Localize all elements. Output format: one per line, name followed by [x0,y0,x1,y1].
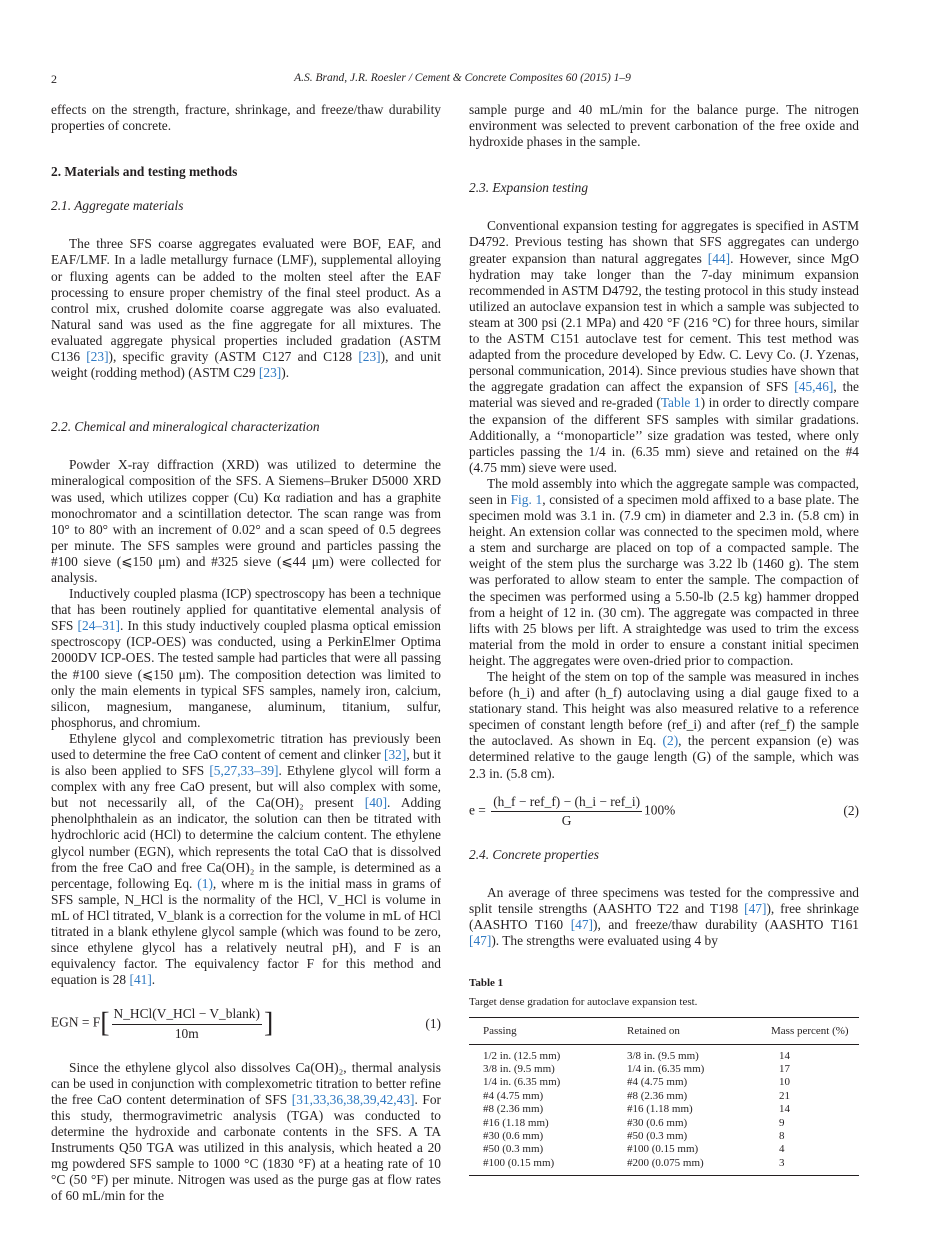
subsection-heading-aggregate: 2.1. Aggregate materials [51,198,184,214]
column-header-mass-percent: Mass percent (%) [757,1017,859,1044]
cell-mass-percent: 3 [757,1157,859,1176]
citation-link[interactable]: [32] [384,747,407,762]
citation-link[interactable]: [31,33,36,38,39,42,43] [291,1091,415,1107]
gradation-table [469,1017,859,1177]
table-row [469,1063,859,1076]
subsection-heading-concrete: 2.4. Concrete properties [469,846,599,862]
subsection-heading-expansion: 2.3. Expansion testing [469,180,589,196]
table-row [469,1044,859,1063]
cell-passing: #16 (1.18 mm) [483,1116,549,1129]
figure-link[interactable]: Fig. 1 [510,491,543,507]
paragraph-xrd: Powder X-ray diffraction (XRD) was utilized to determine the mineralogical composition of the SFS. A Siemens–Bruker D5000 XRD was used, which utilizes copper (Cu) Kα radiation and has a graphite monochromator and a scintillation detector. The scan range was from 10° to 80° with an increment of 0.02° and a scan speed of 0.5 degrees per minute. The SFS samples were ground and particles passing the #100 sieve (⩽150 μm) and #325 sieve (⩽44 μm) were collected for analysis. [51,457,441,585]
cell-mass-percent: 14 [779,1049,790,1062]
equation-lhs: EGN = F [51,1015,101,1031]
paragraph-concrete: An average of three specimens was tested for the compressive and split tensile strengths (AASHTO T22 and T198 [47]), free shrinkage (AASHTO T160 [47]), and freeze/thaw durability (AASHTO T161 [47]). The strengths were evaluated using 4 by [469,884,860,949]
equation-link[interactable]: (2) [662,733,679,749]
bracket-close: ] [263,1008,274,1039]
citation-link[interactable]: [47] [744,901,767,917]
cell-retained: #200 (0.075 mm) [613,1157,757,1176]
equation-number: (2) [843,803,859,819]
cell-passing: #30 (0.6 mm) [483,1130,544,1143]
equation-denominator: G [561,812,572,828]
table-row [469,1157,859,1176]
column-header-retained: Retained on [613,1017,757,1044]
cell-retained: 1/4 in. (6.35 mm) [627,1063,705,1075]
cell-mass-percent: 21 [779,1089,790,1102]
cell-passing: #4 (4.75 mm) [483,1089,544,1102]
equation-numerator: (h_f − ref_f) − (h_i − ref_i) [491,794,642,812]
cell-mass-percent: 10 [779,1076,790,1089]
cell-mass-percent: 14 [779,1103,790,1116]
left-column [51,102,441,1204]
table-row [469,1117,859,1130]
cell-retained: #8 (2.36 mm) [627,1089,688,1102]
table-row [469,1143,859,1156]
cell-passing: 3/8 in. (9.5 mm) [483,1063,555,1075]
paragraph-continued: sample purge and 40 mL/min for the balance purge. The nitrogen environment was selected to prevent carbonation of the free oxide and hydroxide phases in the sample. [469,102,859,150]
paragraph-height: The height of the stem on top of the sample was measured in inches before (h_i) and after (h_f) autoclaving using a dial gauge fixed to a stationary stand. This height was also measured relative to a reference specimen of constant length before (ref_i) and after (ref_f) the sample the autoclaved. As shown in Eq. (2), the percent expansion (e) was determined relative to the gauge length (G) of the sample, which was 2.3 in. (5.8 cm). [469,669,859,781]
paragraph-expansion: Conventional expansion testing for aggregates is specified in ASTM D4792. Previous testing has shown that SFS aggregates can undergo greater expansion than natural aggregates [44]. However, since MgO hydration may take longer than the 7-day minimum expansion recommended in ASTM D4792, the testing protocol in this study instead utilized an autoclave expansion test in which a sample was subjected to steam at 300 psi (2.1 MPa) and 420 °F (216 °C) for three hours, similar to the ASTM C151 autoclave test for cement. This test method was adapted from the procedure developed by Edw. C. Levy Co. (J. Yzenas, personal communication, 2014). Since previous studies have shown that the aggregate gradation can affect the expansion of SFS [45,46], the material was sieved and re-graded (Table 1) in order to directly compare the expansion of the different SFS samples with similar gradations. Additionally, a ‘‘monoparticle’’ size gradation was tested, where only particles passing the 1/4 in. (6.35 mm) sieve and retained on the #4 (4.75 mm) sieve were used. [469,218,859,475]
citation-link[interactable]: [24–31] [77,618,120,634]
citation-link[interactable]: [47] [469,933,492,949]
table-header-row [469,1017,859,1044]
equation-link[interactable]: (1) [197,875,213,891]
cell-mass-percent: 8 [779,1130,785,1143]
page-number: 2 [51,72,57,86]
cell-retained: #16 (1.18 mm) [627,1103,693,1116]
citation-link[interactable]: [23] [86,349,109,365]
equation-lhs: e = [469,802,486,818]
cell-passing: #100 (0.15 mm) [469,1157,613,1176]
table-link[interactable]: Table 1 [660,395,701,411]
paragraph-ethylene-glycol: Ethylene glycol and complexometric titration has previously been used to determine the free CaO content of cement and clinker [32], but it is also been applied to SFS [5,27,33–39]. Ethylene glycol will form a complex with any free CaO present, but will also complex with some, but not necessarily all, of the Ca(OH)₂ present [40]. Adding phenolphthalein as an indicator, the solution can then be titrated with hydrochloric acid (HCl) to determine the calcium content. The ethylene glycol number (EGN), which represents the total CaO that is dissolved from the free CaO and free Ca(OH)₂ in the sample, is determined as a percentage, following Eq. (1), where m is the initial mass in grams of SFS sample, N_HCl is the normality of the HCl, V_HCl is volume in mL of HCl titrated, V_blank is a correction for the volume in mL of HCl titrated in a blank ethylene glycol sample (which was found to be zero, since ethylene glycol has a relatively neutral pH), and F is an equivalency factor. The equivalency factor F for this method and equation is 28 [41]. [51,730,442,988]
citation-link[interactable]: [47] [570,917,593,933]
paragraph-tga: Since the ethylene glycol also dissolves Ca(OH)₂, thermal analysis can be used in conjunction with complexometric titration to better refine the free CaO content determination of SFS [31,33,36,38,39,42,43]. For this study, thermogravimetric analysis (TGA) was conducted to determine the hydroxide and carbonate contents in the SFS. A TA Instruments Q50 TGA was utilized in this analysis, which heated a 20 mg powdered SFS sample to 1000 °C (1830 °F) at a heating rate of 10 °C (50 °F) per minute. Nitrogen was used as the purge gas at flow rates of 60 mL/min for the [51,1059,441,1204]
cell-passing: 1/4 in. (6.35 mm) [483,1076,561,1089]
table-row [469,1103,859,1116]
equation-numerator: N_HCl(V_HCl − V_blank) [112,1006,262,1024]
equation-fraction [112,1006,262,1041]
equation-denominator: 10m [174,1025,199,1041]
cell-mass-percent: 9 [779,1116,785,1129]
column-header-passing: Passing [469,1017,613,1044]
right-column [469,102,859,1176]
citation-link[interactable]: [44] [707,250,731,266]
citation-link[interactable]: [40] [364,795,388,811]
citation-link[interactable]: [45,46] [794,379,834,395]
table-caption: Target dense gradation for autoclave expansion test. [469,996,698,1009]
paragraph-icp: Inductively coupled plasma (ICP) spectroscopy has been a technique that has been routinely applied for quantitative elemental analysis of SFS [24–31]. In this study inductively coupled plasma optical emission spectroscopy (ICP-OES) was conducted, using a PerkinElmer Optima 2000DV ICP-OES. The tested sample had particles that were all passing the #100 sieve (⩽150 μm). The composition detection was limited to only the main elements in typical SFS samples, namely iron, calcium, silicon, magnesium, manganese, aluminum, titanium, sulfur, phosphorus, and chromium. [51,586,441,730]
paragraph-mold: The mold assembly into which the aggregate sample was compacted, seen in Fig. 1, consisted of a specimen mold affixed to a base plate. The specimen mold was 3.1 in. (7.9 cm) in diameter and 2.3 in. (5.8 cm) in height. An extension collar was connected to the specimen mold, where a stem and surcharge are placed on top of a compacted sample. The weight of the stem plus the surcharge was 3.22 lb (1460 g). The stem was perforated to allow steam to enter the sample. The compaction of the specimen was performed using a 5.50-lb (2.5 kg) hammer dropped from a height of 12 in. (30 cm). The aggregate was compacted in three lifts with 25 blows per lift. A straightedge was used to trim the excess material from the mold in order to ensure a constant initial specimen height. The aggregates were oven-dried prior to compaction. [469,475,859,668]
citation-link[interactable]: [23] [258,365,282,381]
paragraph-intro: effects on the strength, fracture, shrinkage, and freeze/thaw durability properties of concrete. [51,102,441,134]
table-row [469,1090,859,1103]
subsection-heading-chemical: 2.2. Chemical and mineralogical characterization [51,419,320,435]
equation-tail: 100% [644,802,676,818]
cell-retained: #4 (4.75 mm) [627,1076,688,1089]
cell-retained: #100 (0.15 mm) [627,1143,699,1156]
equation-number: (1) [425,1015,441,1031]
cell-retained: #30 (0.6 mm) [627,1116,688,1129]
cell-mass-percent: 4 [779,1143,785,1156]
citation-link[interactable]: [23] [358,349,381,365]
cell-passing: 1/2 in. (12.5 mm) [483,1049,561,1062]
equation-2 [469,794,859,829]
cell-retained: #50 (0.3 mm) [627,1130,688,1143]
cell-passing: #8 (2.36 mm) [483,1103,544,1116]
table-row [469,1130,859,1143]
citation-link[interactable]: [41] [129,972,152,988]
cell-passing: #50 (0.3 mm) [483,1143,544,1156]
table-row [469,1076,859,1089]
citation-link[interactable]: [5,27,33–39] [209,763,279,779]
table-title: Table 1 [469,977,504,990]
paragraph-aggregate: The three SFS coarse aggregates evaluated were BOF, EAF, and EAF/LMF. In a ladle metallurgy furnace (LMF), supplemental alloying or fluxing agents can be added to the molten steel after the EAF processing to ensure proper chemistry of the final steel product. As a control mix, crushed dolomite coarse aggregate was also evaluated. Natural sand was used as the fine aggregate for all mixtures. The evaluated aggregate physical properties included gradation (ASTM C136 [23]), specific gravity (ASTM C127 and C128 [23]), and unit weight (rodding method) (ASTM C29 [23]). [51,236,441,381]
cell-retained: 3/8 in. (9.5 mm) [627,1049,699,1062]
cell-mass-percent: 17 [779,1063,790,1075]
section-heading-materials: 2. Materials and testing methods [51,164,238,180]
bracket-open: [ [100,1008,110,1039]
running-head: A.S. Brand, J.R. Roesler / Cement & Concrete Composites 60 (2015) 1–9 [294,72,631,84]
equation-1 [51,1006,441,1041]
equation-fraction [491,794,642,829]
